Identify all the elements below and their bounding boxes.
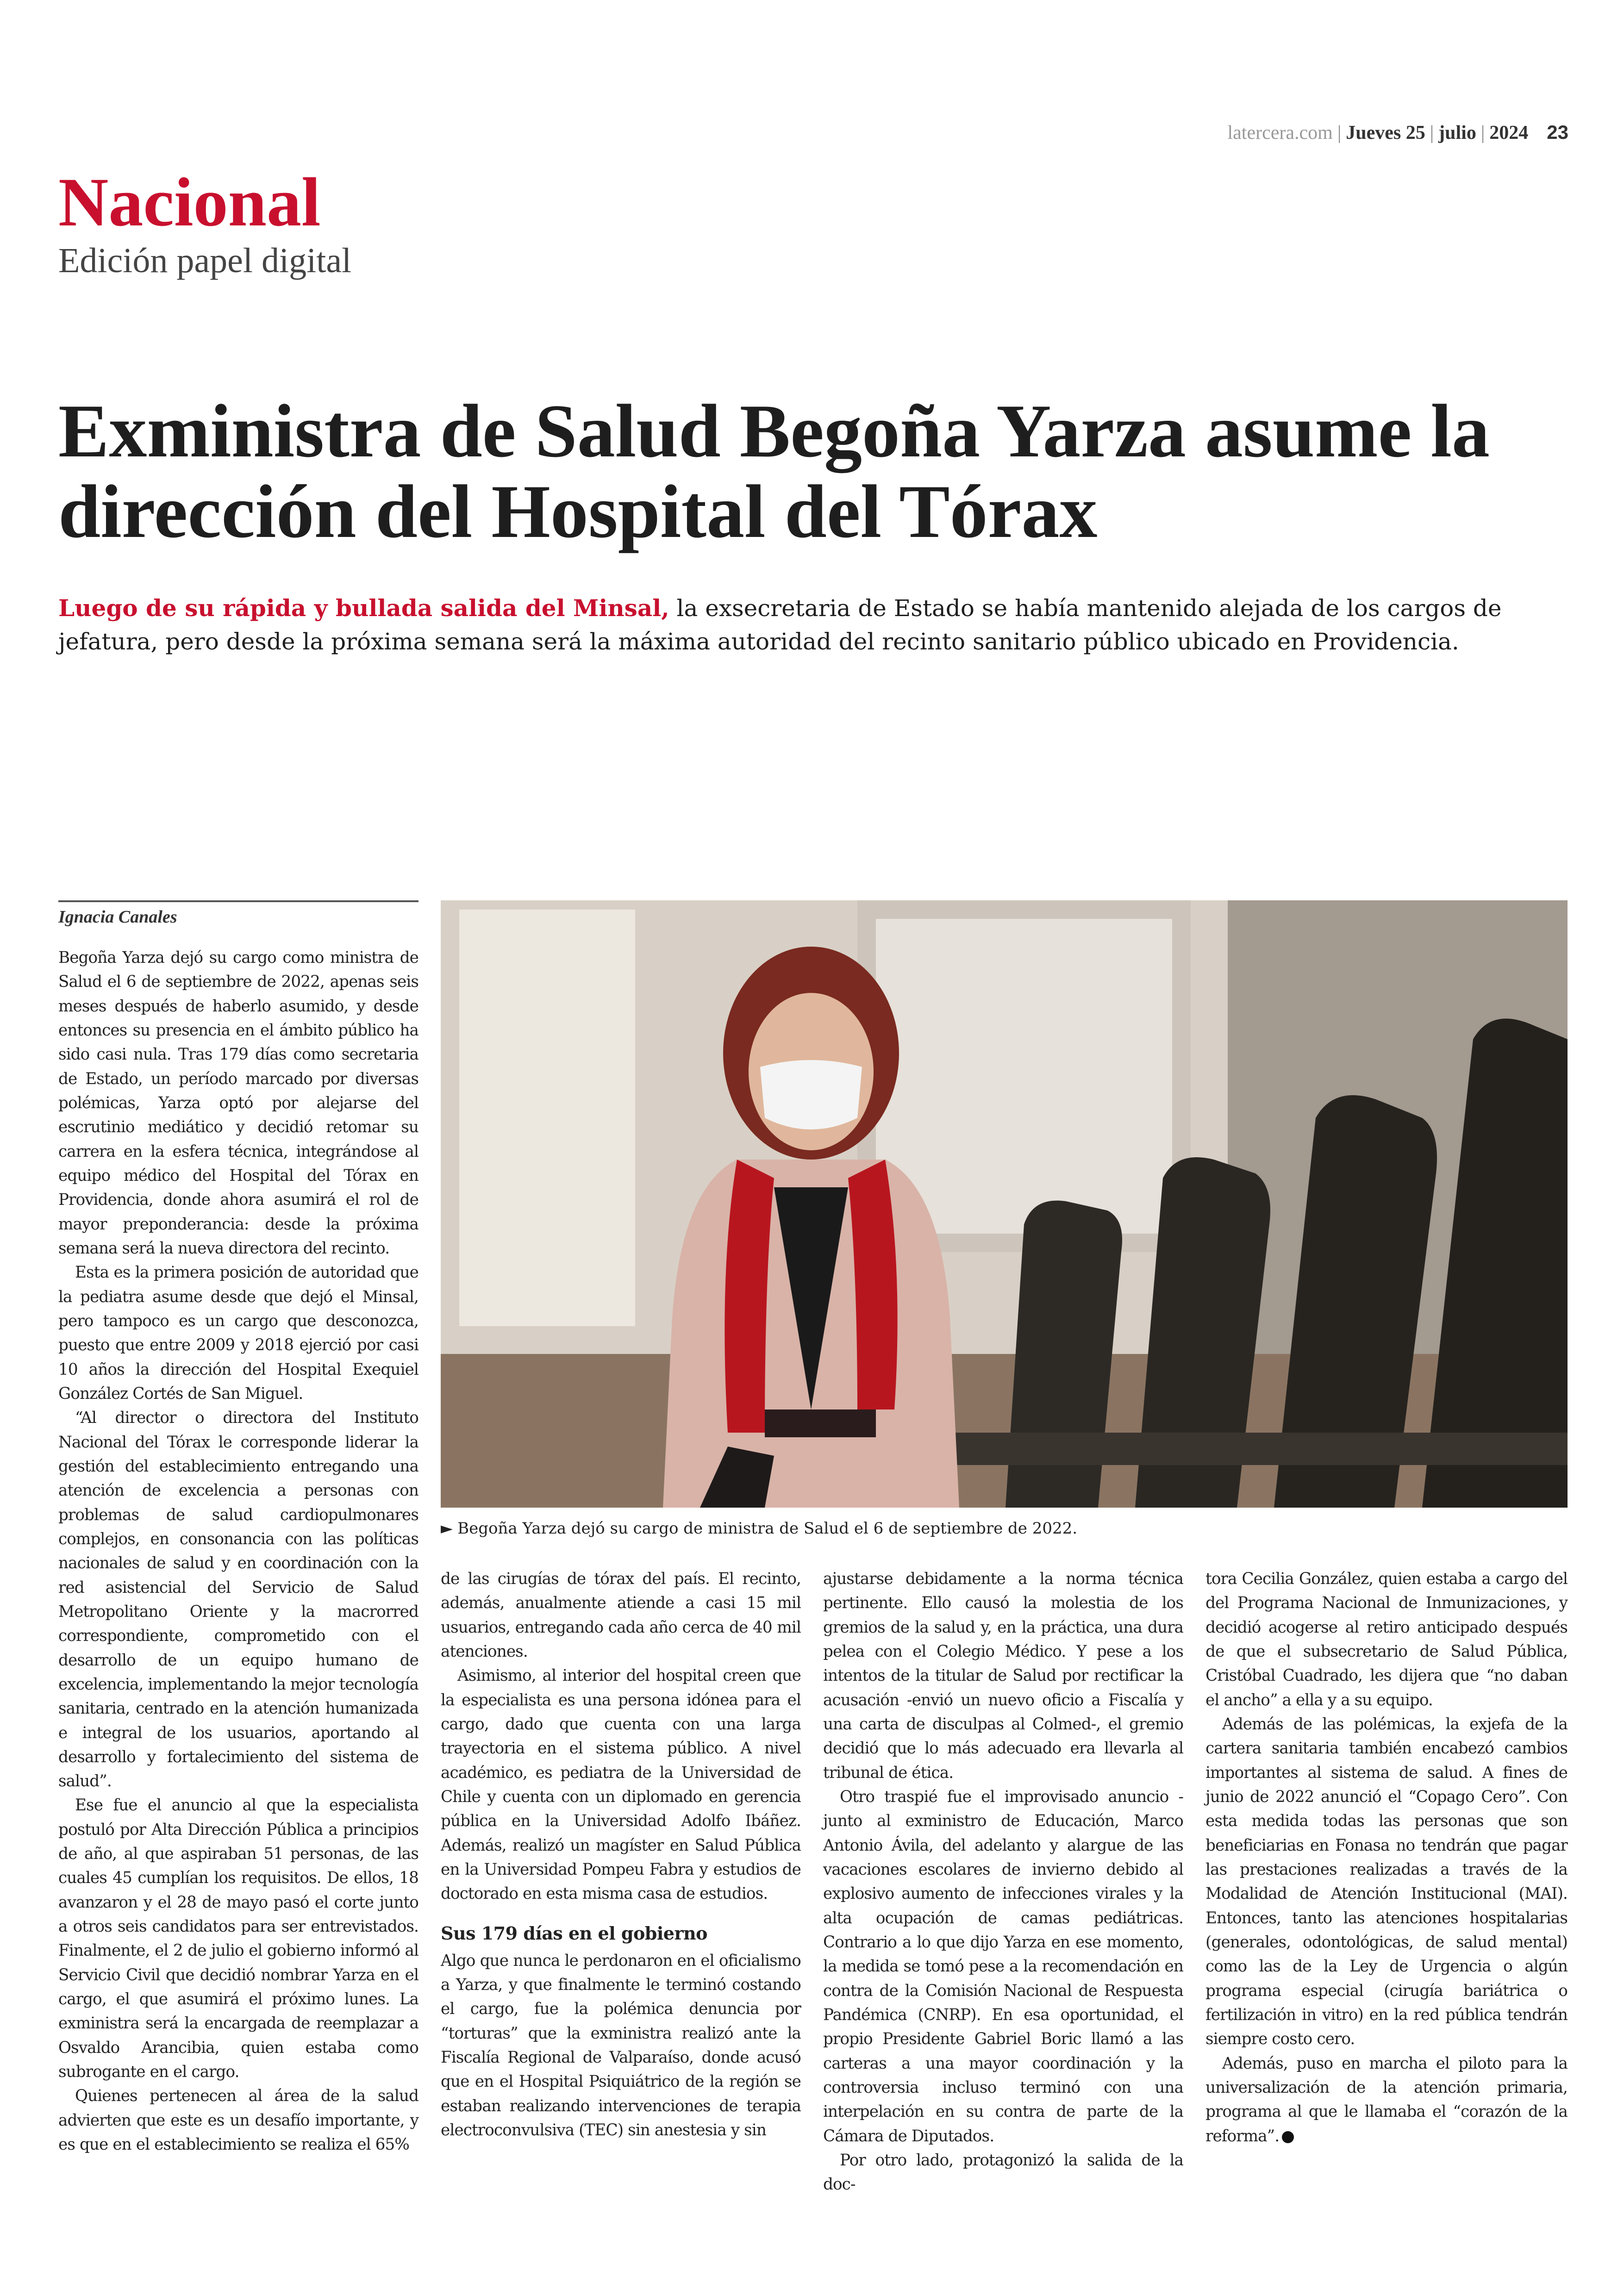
- deck-body: la exsecretaria de Estado se había mantenido alejada de los cargos de jefatura, pero desde la próxima semana será la máxima autoridad del recinto sanitario público ubicado en Providencia.: [58, 595, 1502, 655]
- article-photo: [441, 900, 1568, 1508]
- deck: [58, 592, 1558, 658]
- caption-text: Begoña Yarza dejó su cargo de ministra de Salud el 6 de septiembre de 2022.: [457, 1519, 1078, 1538]
- paragraph: ajustarse debidamente a la norma técnica pertinente. Ello causó la molestia de los gremios de la salud y, en la práctica, una dura pelea con el Colegio Médico. Y pese a los intentos de la titular de Salud por rectificar la acusación -envió un nuevo oficio a Fiscalía y una carta de disculpas al Colmed-, el gremio decidió que lo más adecuado era llevarla al tribunal de ética.: [823, 1570, 1183, 1782]
- final-text: Además, puso en marcha el piloto para la universalización de la atención primaria, programa al que le llamaba el “corazón de la reforma”.: [1206, 2054, 1568, 2145]
- body-column-1: [58, 946, 418, 2157]
- paragraph: Ese fue el anuncio al que la especialista postuló por Alta Dirección Pública a principios de año, al que aspiraban 51 personas, de las cuales 45 cumplían los requisitos. De ellos, 18 avanzaron y el 28 de mayo pasó el corte junto a otros seis candidatos para ser entrevistados. Finalmente, el 2 de julio el gobierno informó al Servicio Civil que decidió nombrar Yarza en el cargo, el que asumirá el próximo lunes. La exministra será la encargada de reemplazar a Osvaldo Arancibia, quien estaba como subrogante en el cargo.: [58, 1796, 418, 2082]
- paragraph: “Al director o directora del Instituto Nacional del Tórax le corresponde liderar la gestión del establecimiento entregando una atención de excelencia a personas con problemas de salud cardiopulmonares complejos, en consonancia con las políticas nacionales de salud y en coordinación con la red asistencial del Servicio de Salud Metropolitano Oriente y la macrorred correspondiente, comprometido con el desarrollo de un equipo humano de excelencia, implementando la mejor tecnología sanitaria, centrado en la atención humanizada e integral de los usuarios, aportando al desarrollo y fortalecimiento del sistema de salud”.: [58, 1409, 418, 1791]
- paragraph: de las cirugías de tórax del país. El recinto, además, anualmente atiende a casi 15 mil usuarios, entregando cada año cerca de 40 mil atenciones.: [441, 1570, 801, 1661]
- body-column-2: [441, 1567, 801, 2142]
- headline: Exministra de Salud Begoña Yarza asume la dirección del Hospital del Tórax: [58, 389, 1490, 554]
- date-month: julio: [1438, 122, 1476, 143]
- edition-label: Edición papel digital: [58, 241, 352, 280]
- paragraph: tora Cecilia González, quien estaba a cargo del del Programa Nacional de Inmunizaciones, y decidió acogerse al retiro anticipado después de que el subsecretario de Salud Pública, Cristóbal Cuadrado, les dijera que “no daban el ancho” a ella y a su equipo.: [1206, 1570, 1568, 1709]
- site-name: latercera.com: [1227, 122, 1333, 143]
- caption-arrow-icon: ►: [441, 1519, 453, 1538]
- paragraph: Esta es la primera posición de autoridad que la pediatra asume desde que dejó el Minsal, pero tampoco es un cargo que desconozca, puesto que entre 2009 y 2018 ejerció por casi 10 años la dirección del Hospital Exequiel González Cortés de San Miguel.: [58, 1263, 418, 1403]
- end-mark-icon: [1282, 2131, 1294, 2143]
- deck-lead: Luego de su rápida y bullada salida del Minsal,: [58, 594, 669, 622]
- byline: Ignacia Canales: [58, 900, 418, 927]
- date-day: Jueves 25: [1346, 122, 1425, 143]
- photo-caption: [441, 1519, 1568, 1538]
- paragraph-final: [1206, 2052, 1568, 2148]
- body-column-4: [1206, 1567, 1568, 2148]
- paragraph: Por otro lado, protagonizó la salida de la doc-: [823, 2151, 1183, 2194]
- paragraph: Asimismo, al interior del hospital creen que la especialista es una persona idónea para el cargo, dado que cuenta con una larga trayectoria en el sistema público. A nivel académico, es pediatra de la Universidad de Chile y cuenta con un diplomado en gerencia pública en la Universidad Adolfo Ibáñez. Además, realizó un magíster en Salud Pública en la Universidad Pompeu Fabra y estudios de doctorado en esta misma casa de estudios.: [441, 1666, 801, 1903]
- paragraph: Algo que nunca le perdonaron en el oficialismo a Yarza, y que finalmente le terminó costando el cargo, fue la polémica denuncia por “torturas” que la exministra realizó ante la Fiscalía Regional de Valparaíso, donde acusó que en el Hospital Psiquiátrico de la región se estaban realizando intervenciones de terapia electroconvulsiva (TEC) sin anestesia y sin: [441, 1951, 801, 2140]
- paragraph: Otro traspié fue el improvisado anuncio -junto al exministro de Educación, Marco Antonio Ávila, del adelanto y alargue de las vacaciones escolares de invierno debido al explosivo aumento de infecciones virales y la alta ocupación de camas pediátricas. Contrario a lo que dijo Yarza en ese momento, la medida se tomó pese a la recomendación en contra de la Comisión Nacional de Respuesta Pandémica (CNRP). En esa oportunidad, el propio Presidente Gabriel Boric llamó a las carteras a una mayor coordinación y la controversia incluso terminó con una interpelación en su contra de parte de la Cámara de Diputados.: [823, 1787, 1183, 2145]
- paragraph: Además de las polémicas, la exjefa de la cartera sanitaria también encabezó cambios importantes al sistema de salud. A fines de junio de 2022 anunció el “Copago Cero”. Con esta medida todas las personas que son beneficiarias en Fonasa no tendrán que pagar las prestaciones realizadas a través de la Modalidad de Atención Institucional (MAI). Entonces, tanto las atenciones hospitalarias (generales, odontológicas, de salud mental) como las de la Ley de Urgencia o algún programa especial (cirugía bariátrica o fertilización in vitro) en la red pública tendrán siempre costo cero.: [1206, 1715, 1568, 2049]
- subheading: Sus 179 días en el gobierno: [441, 1922, 707, 1944]
- paragraph: Quienes pertenecen al área de la salud advierten que este es un desafío importante, y es que en el establecimiento se realiza el 65%: [58, 2087, 418, 2154]
- body-column-3: [823, 1567, 1183, 2197]
- section-title: Nacional: [58, 164, 321, 241]
- paragraph: Begoña Yarza dejó su cargo como ministra de Salud el 6 de septiembre de 2022, apenas seis meses después de haberlo asumido, y desde entonces su presencia en el ámbito público ha sido casi nula. Tras 179 días como secretaria de Estado, un período marcado por diversas polémicas, Yarza optó por alejarse del escrutinio mediático y decidió retomar su carrera en la esfera técnica, integrándose al equipo médico del Hospital del Tórax en Providencia, donde ahora asumirá el rol de mayor preponderancia: desde la próxima semana será la nueva directora del recinto.: [58, 948, 418, 1258]
- masthead: latercera.com | Jueves 25 | julio | 2024 23: [1227, 121, 1568, 143]
- page-number: 23: [1547, 121, 1568, 143]
- date-year: 2024: [1489, 122, 1529, 143]
- photo-illustration: [441, 900, 1568, 1508]
